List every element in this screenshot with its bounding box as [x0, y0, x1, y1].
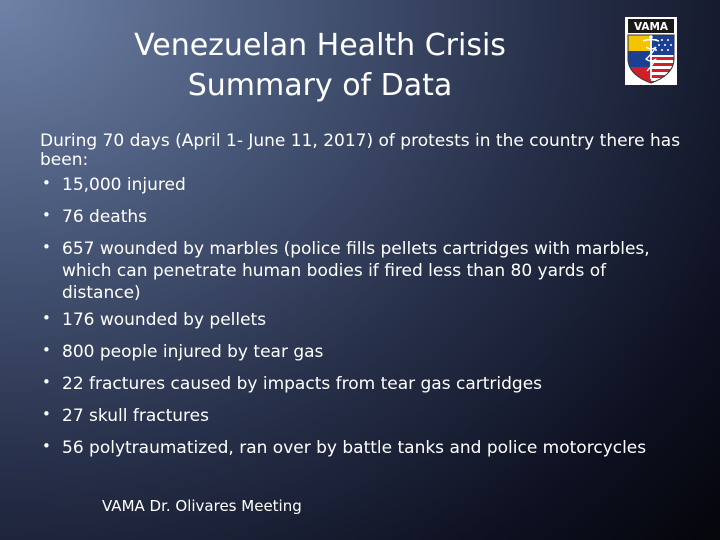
bullet-list: [40, 174, 690, 469]
bullet-item: • 76 deaths: [40, 206, 690, 228]
bullet-item: • 56 polytraumatized, ran over by battle tanks and police motorcycles: [40, 437, 690, 459]
logo-text: VAMA: [633, 21, 669, 33]
slide-footer: VAMA Dr. Olivares Meeting: [102, 497, 302, 515]
slide-title-line-2: Summary of Data: [187, 68, 453, 103]
bullet-item: • 800 people injured by tear gas: [40, 341, 690, 363]
bullet-item: • 657 wounded by marbles (police fills pellets cartridges with marbles, which can penetrate human bodies if fired less than 80 yards of distance): [40, 238, 690, 304]
vama-logo-shield-icon: [625, 17, 677, 85]
slide-title: [60, 26, 580, 106]
slide-title-line-1: Venezuelan Health Crisis: [134, 28, 506, 63]
bullet-item: • 22 fractures caused by impacts from tear gas cartridges: [40, 373, 690, 395]
bullet-item: • 176 wounded by pellets: [40, 309, 690, 331]
bullet-item: • 15,000 injured: [40, 174, 690, 196]
intro-text: During 70 days (April 1- June 11, 2017) of protests in the country there has been:: [40, 131, 681, 170]
bullet-item: • 27 skull fractures: [40, 405, 690, 427]
